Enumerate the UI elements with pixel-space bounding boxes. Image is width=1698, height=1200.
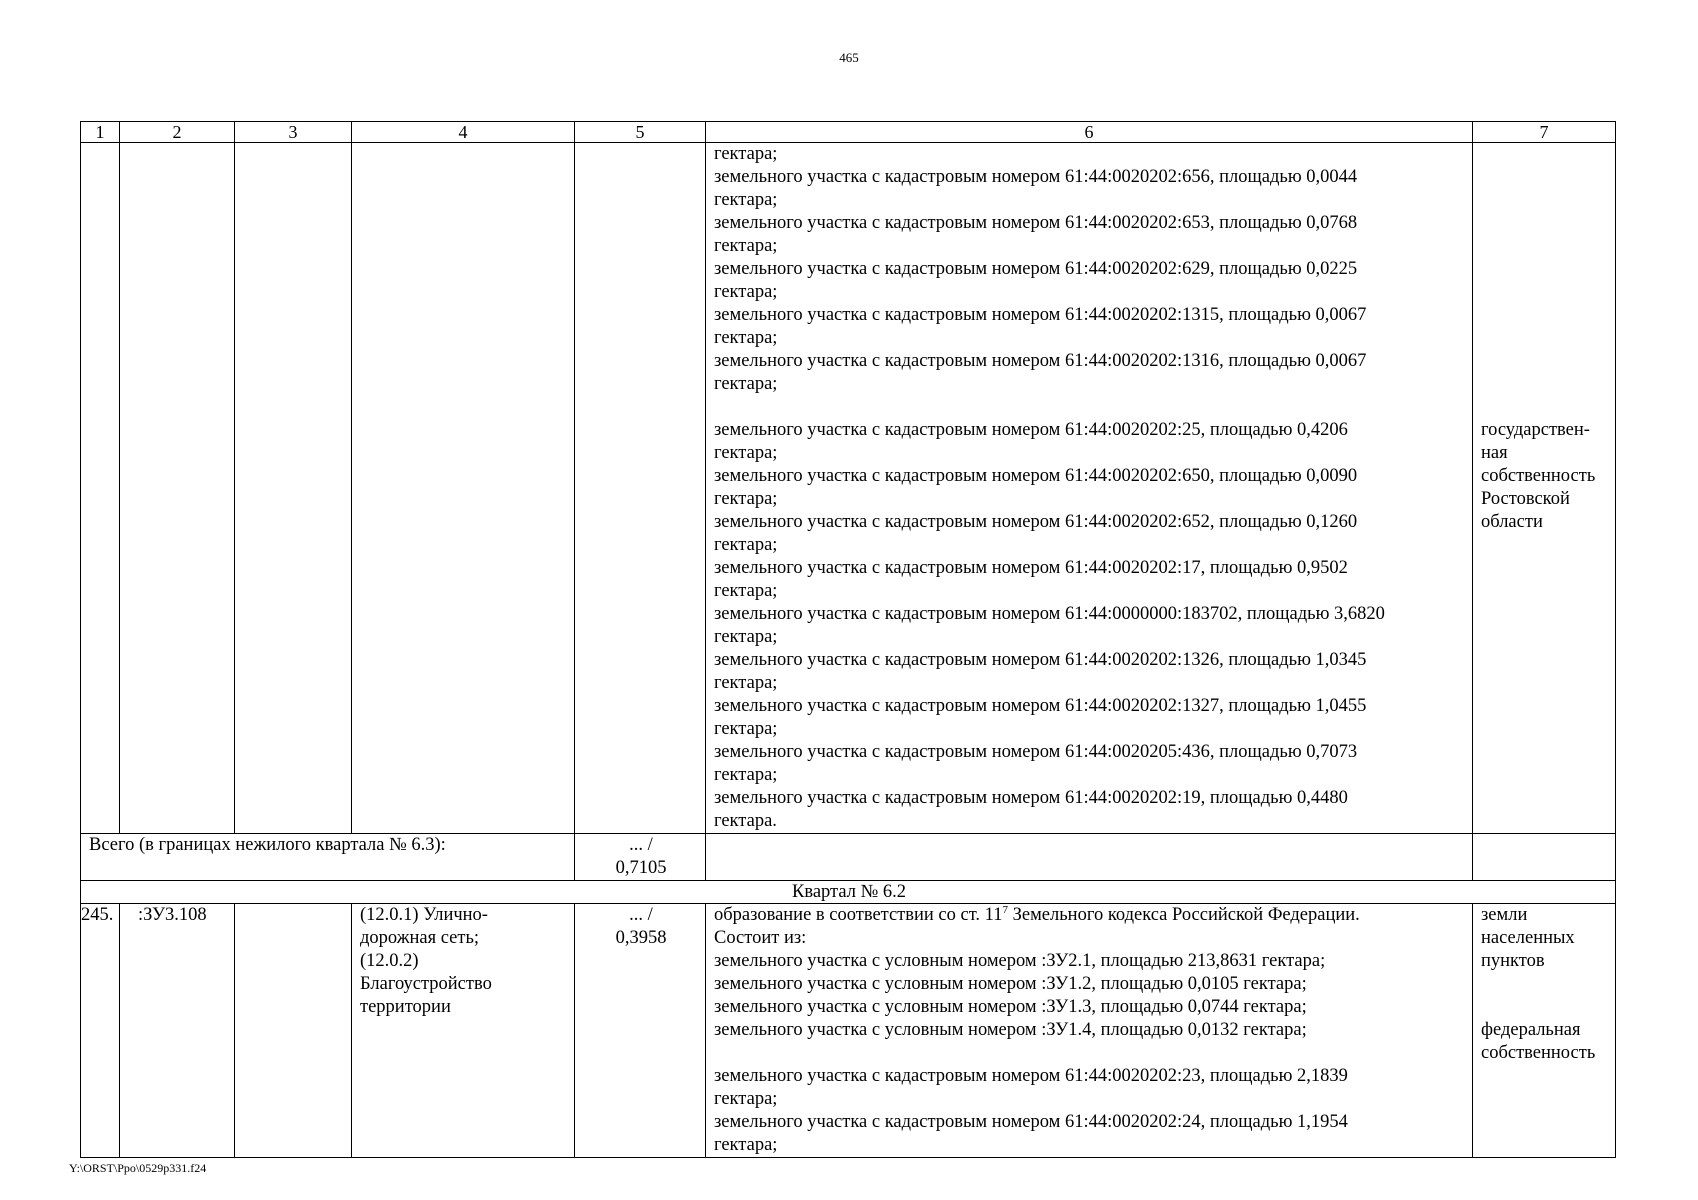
cont-line: земельного участка с кадастровым номером 61:44:0020202:19, площадью 0,4480 <box>714 788 1348 808</box>
header-col-7: 7 <box>1473 122 1616 143</box>
total-value-line1: ... / <box>629 835 653 855</box>
cont-line: земельного участка с кадастровым номером 61:44:0020202:17, площадью 0,9502 <box>714 558 1348 578</box>
composition-line: земельного участка с условным номером :ЗУ1.4, площадью 0,0132 гектара; <box>714 1020 1307 1040</box>
quarter-label: Квартал № 6.2 <box>81 881 1616 904</box>
paragraph-gap <box>714 1042 1466 1065</box>
ownership-line: собственность <box>1481 466 1596 486</box>
land-category-and-ownership <box>1473 904 1616 1158</box>
cont-line: земельного участка с кадастровым номером 61:44:0020202:656, площадью 0,0044 <box>714 167 1358 187</box>
ownership-line: ная <box>1481 443 1508 463</box>
paragraph-gap <box>714 396 1466 419</box>
cont-line: гектара; <box>714 328 778 348</box>
land-plot-table <box>80 121 1616 1158</box>
cont-line: гектара; <box>714 719 778 739</box>
category-line: населенных <box>1481 928 1575 948</box>
cont-col-4 <box>352 143 575 834</box>
cont-line: гектара; <box>714 581 778 601</box>
formation-prefix: образование в соответствии со ст. 11 <box>714 905 1003 925</box>
cont-line: гектара; <box>714 673 778 693</box>
composition-line: гектара; <box>714 1089 778 1109</box>
cont-line: гектара; <box>714 489 778 509</box>
category-gap <box>1481 973 1609 1019</box>
composition-line: земельного участка с условным номером :ЗУ1.3, площадью 0,0744 гектара; <box>714 997 1307 1017</box>
cont-line: земельного участка с кадастровым номером 61:44:0020202:1315, площадью 0,0067 <box>714 305 1367 325</box>
ownership-line: Ростовской <box>1481 489 1570 509</box>
table-row <box>81 904 1616 1158</box>
total-label: Всего (в границах нежилого квартала № 6.3): <box>81 834 575 881</box>
page-number: 465 <box>839 50 859 65</box>
cont-line: земельного участка с кадастровым номером 61:44:0020202:1327, площадью 1,0455 <box>714 696 1367 716</box>
use-line: (12.0.1) Улично- <box>360 905 488 925</box>
cont-line: земельного участка с кадастровым номером 61:44:0020202:650, площадью 0,0090 <box>714 466 1358 486</box>
total-col-6 <box>706 834 1473 881</box>
plot-composition <box>706 904 1473 1158</box>
ownership-line: государствен- <box>1481 420 1590 440</box>
cont-line: гектара; <box>714 236 778 256</box>
article-superscript: 7 <box>1002 903 1008 916</box>
category-line: пунктов <box>1481 951 1545 971</box>
cont-plot-composition <box>706 143 1473 834</box>
cont-line: земельного участка с кадастровым номером 61:44:0000000:183702, площадью 3,6820 <box>714 604 1385 624</box>
composition-line: земельного участка с кадастровым номером 61:44:0020202:23, площадью 2,1839 <box>714 1066 1348 1086</box>
cont-line: гектара; <box>714 282 778 302</box>
cont-col-5 <box>575 143 706 834</box>
total-value-line2: 0,7105 <box>615 858 667 878</box>
composition-line: земельного участка с кадастровым номером 61:44:0020202:24, площадью 1,1954 <box>714 1112 1348 1132</box>
composition-line: гектара; <box>714 1135 778 1155</box>
owner-line: собственность <box>1481 1043 1596 1063</box>
cont-col-1 <box>81 143 120 834</box>
ownership-line: области <box>1481 512 1543 532</box>
cont-line: гектара; <box>714 190 778 210</box>
cont-line: земельного участка с кадастровым номером 61:44:0020202:653, площадью 0,0768 <box>714 213 1358 233</box>
use-line: Благоустройство <box>360 974 492 994</box>
cont-line: земельного участка с кадастровым номером 61:44:0020202:1316, площадью 0,0067 <box>714 351 1367 371</box>
cont-col-2 <box>120 143 235 834</box>
cont-line: гектара; <box>714 443 778 463</box>
area-line2: 0,3958 <box>615 928 667 948</box>
cont-line: гектара; <box>714 535 778 555</box>
cont-line: земельного участка с кадастровым номером 61:44:0020202:1326, площадью 1,0345 <box>714 650 1367 670</box>
ownership-spacer <box>1481 143 1609 419</box>
cont-line: гектара; <box>714 144 778 164</box>
cont-ownership <box>1473 143 1616 834</box>
quarter-row <box>81 881 1616 904</box>
header-col-5: 5 <box>575 122 706 143</box>
header-col-3: 3 <box>235 122 352 143</box>
cont-line: гектара. <box>714 811 777 831</box>
total-row <box>81 834 1616 881</box>
cont-line: гектара; <box>714 765 778 785</box>
cont-line: земельного участка с кадастровым номером 61:44:0020202:652, площадью 0,1260 <box>714 512 1358 532</box>
use-line: (12.0.2) <box>360 951 419 971</box>
column-number-header <box>81 122 1616 143</box>
header-col-1: 1 <box>81 122 120 143</box>
file-path-footer: Y:\ORST\Ppo\0529p331.f24 <box>69 1161 207 1175</box>
use-line: территории <box>360 997 451 1017</box>
composition-line: земельного участка с условным номером :ЗУ1.2, площадью 0,0105 гектара; <box>714 974 1307 994</box>
row-number: 245. <box>81 904 120 1158</box>
area-line1: ... / <box>629 905 653 925</box>
composition-line: земельного участка с условным номером :ЗУ2.1, площадью 213,8631 гектара; <box>714 951 1326 971</box>
formation-suffix: Земельного кодекса Российской Федерации. <box>1007 905 1360 925</box>
header-col-2: 2 <box>120 122 235 143</box>
owner-line: федеральная <box>1481 1020 1581 1040</box>
header-col-4: 4 <box>352 122 575 143</box>
continuation-row <box>81 143 1616 834</box>
plot-code: :ЗУ3.108 <box>120 904 235 1158</box>
cont-col-3 <box>235 143 352 834</box>
row-col-3 <box>235 904 352 1158</box>
total-col-7 <box>1473 834 1616 881</box>
total-value <box>575 834 706 881</box>
formation-line <box>714 904 1466 927</box>
cont-line: земельного участка с кадастровым номером 61:44:0020205:436, площадью 0,7073 <box>714 742 1358 762</box>
cont-line: гектара; <box>714 374 778 394</box>
cont-line: земельного участка с кадастровым номером 61:44:0020202:629, площадью 0,0225 <box>714 259 1358 279</box>
plot-area <box>575 904 706 1158</box>
use-line: дорожная сеть; <box>360 928 480 948</box>
composition-line: Состоит из: <box>714 928 807 948</box>
cont-line: земельного участка с кадастровым номером 61:44:0020202:25, площадью 0,4206 <box>714 420 1348 440</box>
header-col-6: 6 <box>706 122 1473 143</box>
category-line: земли <box>1481 905 1528 925</box>
cont-line: гектара; <box>714 627 778 647</box>
permitted-use <box>352 904 575 1158</box>
